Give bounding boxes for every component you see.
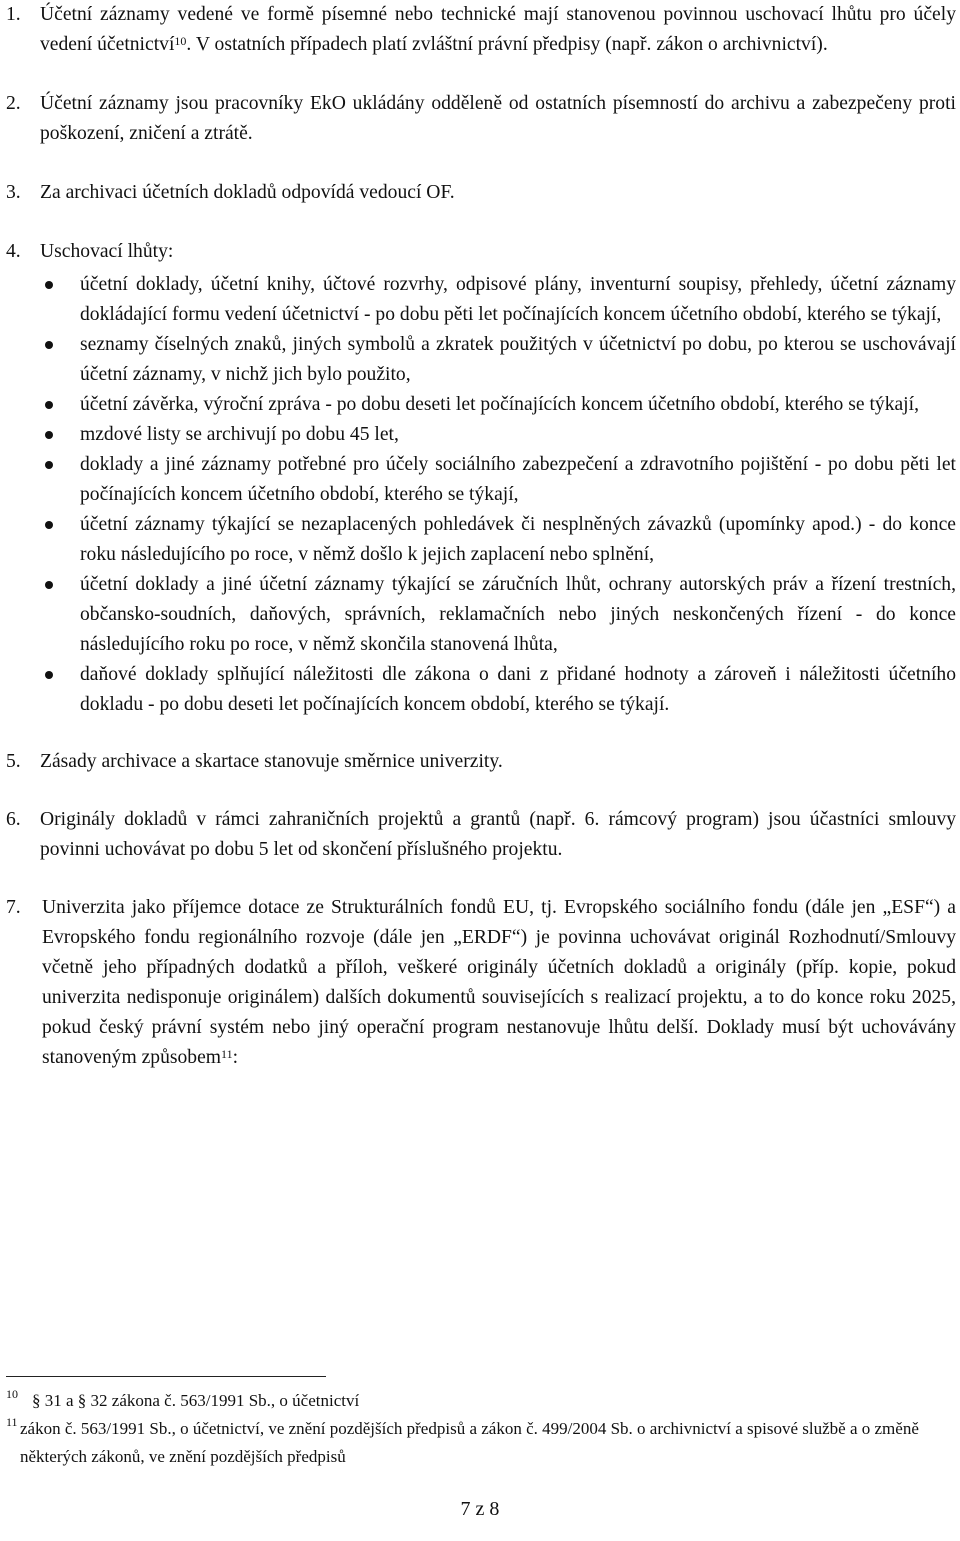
footnote-text: zákon č. 563/1991 Sb., o účetnictví, ve znění pozdějších předpisů a zákon č. 499/2004 Sb. o archivnictví a spisové službě a o změně některých zákonů, ve znění pozdějších předpisů [20,1419,919,1466]
list-item-text: účetní záznamy týkající se nezaplacených pohledávek či nesplněných závazků (upomínky apod.) - do konce roku následujícího po roce, v němž došlo k jejich zaplacení nebo splnění, [80,514,956,565]
paragraph-7 [6,893,956,1073]
retention-periods-list [6,270,956,720]
footnote [6,1415,956,1471]
paragraph-text [42,893,956,1073]
list-item-text: účetní doklady, účetní knihy, účtové rozvrhy, odpisové plány, inventurní soupisy, přehledy, účetní záznamy dokládající formu vedení účetnictví - po dobu pěti let počínajících koncem účetního období, kterého se týkají, [80,274,956,325]
paragraph-3 [6,178,956,208]
footnote-number: 10 [6,1387,18,1401]
paragraph-text-part: Účetní záznamy vedené ve formě písemné nebo technické mají stanovenou povinnou uschovací lhůtu pro účely vedení účetnictví [40,4,956,55]
list-item [6,330,956,390]
paragraph-2 [6,89,956,149]
list-item [6,390,956,420]
footnote-reference: 10 [174,34,187,48]
list-item [6,660,956,720]
paragraph-text: Originály dokladů v rámci zahraničních projektů a grantů (např. 6. rámcový program) jsou účastníci smlouvy povinni uchovávat po dobu 5 let od skončení příslušného projektu. [40,809,956,860]
paragraph-text: Za archivaci účetních dokladů odpovídá vedoucí OF. [40,182,455,203]
paragraph-number: 4. [6,241,21,262]
paragraph-number: 6. [6,809,21,830]
paragraph-text-part: Univerzita jako příjemce dotace ze Strukturálních fondů EU, tj. Evropského sociálního fondu (dále jen „ESF“) a Evropského fondu regionálního rozvoje (dále jen „ERDF“) je povinna uchovávat originál Rozhodnutí/Smlouvy včetně jeho případných dodatků a příloh, veškeré originály účetních dokladů a originály (příp. kopie, pokud univerzita nedisponuje originálem) dalších dokumentů souvisejících s realizací projektu, a to do konce roku 2025, pokud český právní systém nebo jiný operační program nestanovuje lhůtu delší. Doklady musí být uchovávány stanoveným způsobem [42,897,956,1068]
paragraph-number: 5. [6,751,21,772]
footnotes [6,1387,956,1471]
paragraph-1 [6,0,956,60]
list-item [6,510,956,570]
bullet-icon [45,671,53,679]
footnote-text: § 31 a § 32 zákona č. 563/1991 Sb., o účetnictví [32,1391,360,1410]
bullet-icon [45,281,53,289]
footnote-number: 11 [6,1415,18,1429]
paragraph-number: 1. [6,4,21,25]
list-item-text: účetní závěrka, výroční zpráva - po dobu deseti let počínajících koncem účetního období, kterého se týkají, [80,394,919,415]
bullet-icon [45,581,53,589]
list-item [6,570,956,660]
paragraph-text-part: . V ostatních případech platí zvláštní právní předpisy (např. zákon o archivnictví). [186,34,828,55]
bullet-icon [45,341,53,349]
bullet-icon [45,401,53,409]
list-item-text: doklady a jiné záznamy potřebné pro účely sociálního zabezpečení a zdravotního pojištění - po dobu pěti let počínajících koncem účetního období, kterého se týkají, [80,454,956,505]
bullet-icon [45,461,53,469]
paragraph-number: 2. [6,93,21,114]
paragraph-5 [6,747,956,777]
bullet-icon [45,431,53,439]
list-item-text: daňové doklady splňující náležitosti dle zákona o dani z přidané hodnoty a zároveň i náležitosti účetního dokladu - po dobu deseti let počínajících koncem období, kterého se týkají. [80,664,956,715]
paragraph-text: Účetní záznamy jsou pracovníky EkO ukládány odděleně od ostatních písemností do archivu a zabezpečeny proti poškození, zničení a ztrátě. [40,93,956,144]
paragraph-text: Zásady archivace a skartace stanovuje směrnice univerzity. [40,751,503,772]
list-item [6,270,956,330]
paragraph-text [40,0,956,60]
paragraph-number: 7. [6,897,21,918]
paragraph-6 [6,805,956,865]
paragraph-text-part: : [232,1047,239,1068]
paragraph-number: 3. [6,182,21,203]
list-item [6,450,956,510]
page-number: 7 z 8 [460,1498,500,1520]
list-item-text: účetní doklady a jiné účetní záznamy týkající se záručních lhůt, ochrany autorských práv a řízení trestních, občansko-soudních, daňových, správních, reklamačních nebo jiných neskončených řízení - do konce následujícího roku po roce, v němž skončila stanovená lhůta, [80,574,956,655]
paragraph-4 [6,237,956,267]
paragraph-text: Uschovací lhůty: [40,241,174,262]
list-item-text: mzdové listy se archivují po dobu 45 let, [80,424,399,445]
footnote-reference: 11 [221,1047,233,1061]
list-item [6,420,956,450]
list-item-text: seznamy číselných znaků, jiných symbolů a zkratek použitých v účetnictví po dobu, po kterou se uschovávají účetní záznamy, v nichž jich bylo použito, [80,334,956,385]
bullet-icon [45,521,53,529]
footnote [6,1387,956,1415]
footnote-separator [6,1376,326,1377]
